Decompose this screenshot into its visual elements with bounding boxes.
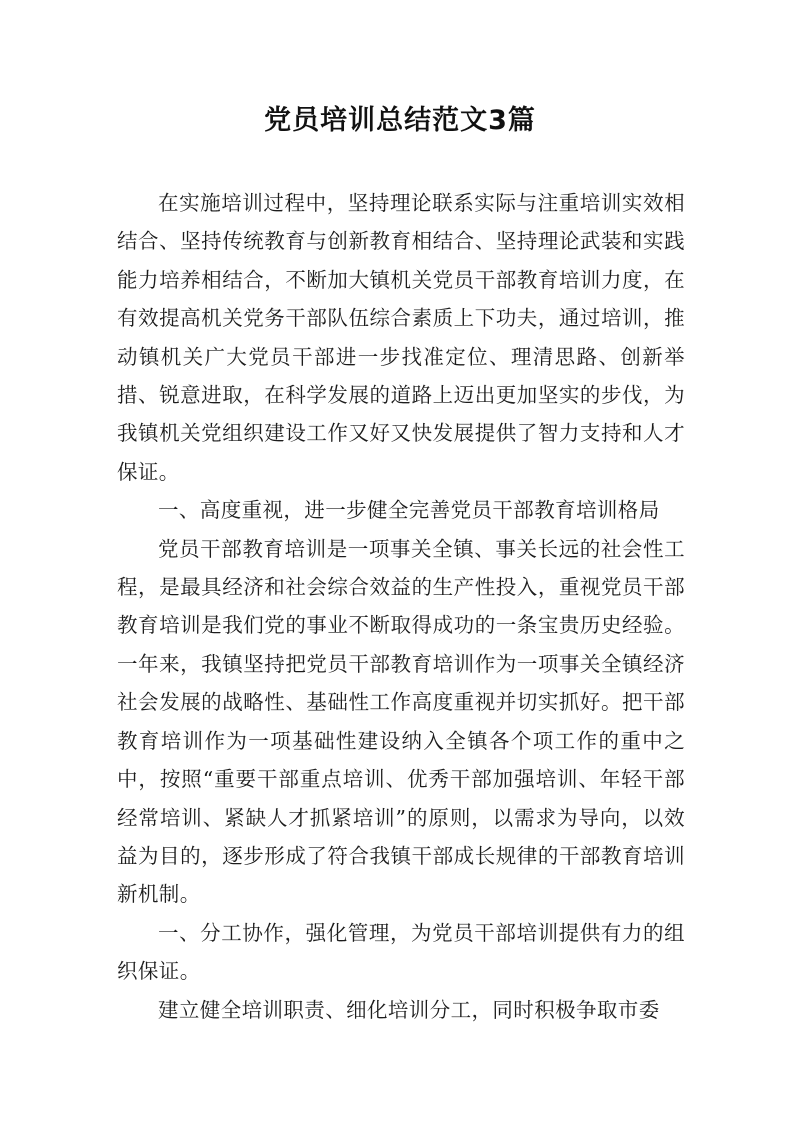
document-body bbox=[117, 184, 685, 1029]
intro-paragraph: 在实施培训过程中，坚持理论联系实际与注重培训实效相结合、坚持传统教育与创新教育相结合、坚持理论武装和实践能力培养相结合，不断加大镇机关党员干部教育培训力度，在有效提高机关党务干部队伍综合素质上下功夫，通过培训，推动镇机关广大党员干部进一步找准定位、理清思路、创新举措、锐意进取，在科学发展的道路上迈出更加坚实的步伐，为我镇机关党组织建设工作又好又快发展提供了智力支持和人才保证。 bbox=[117, 191, 685, 484]
section-heading-2: 一、分工协作，强化管理，为党员干部培训提供有力的组织保证。 bbox=[117, 920, 685, 984]
body-paragraph-2: 党员干部教育培训是一项事关全镇、事关长远的社会性工程，是最具经济和社会综合效益的生产性投入，重视党员干部教育培训是我们党的事业不断取得成功的一条宝贵历史经验。一年来，我镇坚持把党员干部教育培训作为一项事关全镇经济社会发展的战略性、基础性工作高度重视并切实抓好。把干部教育培训作为一项基础性建设纳入全镇各个项工作的重中之中，按照“重要干部重点培训、优秀干部加强培训、年轻干部经常培训、紧缺人才抓紧培训”的原则，以需求为导向，以效益为目的，逐步形成了符合我镇干部成长规律的干部教育培训新机制。 bbox=[117, 536, 685, 907]
document-title: 党员培训总结范文3篇 bbox=[264, 105, 536, 136]
body-paragraph-3: 建立健全培训职责、细化培训分工，同时积极争取市委 bbox=[158, 997, 660, 1022]
section-heading-1: 一、高度重视，进一步健全完善党员干部教育培训格局 bbox=[158, 498, 660, 523]
